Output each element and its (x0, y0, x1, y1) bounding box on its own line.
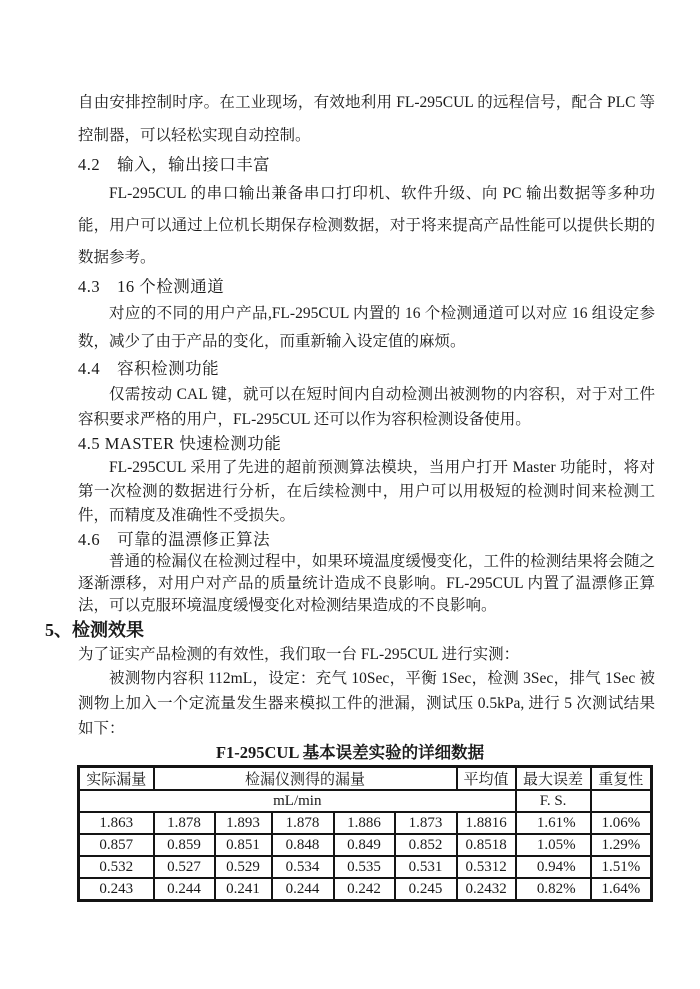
paragraph-4-4: 仅需按动 CAL 键，就可以在短时间内自动检测出被测物的内容积，对于对工件容积要求严格的用户，FL-295CUL 还可以作为容积检测设备使用。 (78, 386, 655, 428)
cell: 0.242 (334, 878, 395, 901)
fs-cell: F. S. (516, 790, 591, 812)
table-header-row (79, 767, 652, 791)
section-heading-4-4: 4.4 容积检测功能 (78, 359, 220, 378)
cell: 0.857 (79, 834, 154, 856)
header-average: 平均值 (457, 767, 516, 791)
cell: 1.893 (215, 812, 272, 834)
cell: 0.243 (79, 878, 154, 901)
cell: 0.244 (272, 878, 334, 901)
empty-cell (591, 790, 652, 812)
cell: 1.29% (591, 834, 652, 856)
cell: 1.873 (395, 812, 457, 834)
cell: 0.851 (215, 834, 272, 856)
chapter-heading-5: 5、检测效果 (45, 620, 144, 640)
table-row (79, 834, 652, 856)
paragraph-4-2: FL-295CUL 的串口输出兼备串口打印机、软件升级、向 PC 输出数据等多种功能，用户可以通过上位机长期保存检测数据，对于将来提高产品性能可以提供长期的数据参考。 (78, 185, 655, 266)
paragraph-4-5: FL-295CUL 采用了先进的超前预测算法模块，当用户打开 Master 功能时，将对第一次检测的数据进行分析，在后续检测中，用户可以用极短的检测时间来检测工件，而精度及准确性不受损失。 (78, 459, 655, 524)
paragraph-5-setup: 被测物内容积 112mL，设定：充气 10Sec，平衡 1Sec，检测 3Sec，排气 1Sec 被测物上加入一个定流量发生器来模拟工件的泄漏，测试压 0.5kPa, 进行 5 次测试结果如下： (78, 670, 655, 737)
cell: 0.8518 (457, 834, 516, 856)
table-title: F1-295CUL 基本误差实验的详细数据 (215, 743, 485, 762)
paragraph-5-intro: 为了证实产品检测的有效性，我们取一台 FL-295CUL 进行实测： (78, 646, 520, 663)
cell: 1.886 (334, 812, 395, 834)
cell: 0.852 (395, 834, 457, 856)
cell: 0.532 (79, 856, 154, 878)
cell: 0.849 (334, 834, 395, 856)
paragraph-4-6: 普通的检漏仪在检测过程中，如果环境温度缓慢变化，工件的检测结果将会随之逐渐漂移，对用户对产品的质量统计造成不良影响。FL-295CUL 内置了温漂修正算法，可以克服环境温度缓慢变化对检测结果造成的不良影响。 (78, 553, 655, 614)
paragraph-4-3: 对应的不同的用户产品,FL-295CUL 内置的 16 个检测通道可以对应 16 组设定参数，减少了由于产品的变化，而重新输入设定值的麻烦。 (78, 305, 655, 350)
cell: 0.535 (334, 856, 395, 878)
cell: 0.2432 (457, 878, 516, 901)
header-measured-leak: 检漏仪测得的漏量 (154, 767, 457, 791)
table-row (79, 856, 652, 878)
cell: 0.244 (154, 878, 215, 901)
cell: 0.848 (272, 834, 334, 856)
cell: 1.863 (79, 812, 154, 834)
section-heading-4-3: 4.3 16 个检测通道 (78, 277, 225, 296)
cell: 0.531 (395, 856, 457, 878)
cell: 0.529 (215, 856, 272, 878)
cell: 1.61% (516, 812, 591, 834)
unit-cell: mL/min (79, 790, 516, 812)
header-actual-leak: 实际漏量 (79, 767, 154, 791)
cell: 1.8816 (457, 812, 516, 834)
table-row (79, 812, 652, 834)
cell: 0.241 (215, 878, 272, 901)
cell: 1.06% (591, 812, 652, 834)
cell: 0.859 (154, 834, 215, 856)
cell: 1.51% (591, 856, 652, 878)
cell: 1.05% (516, 834, 591, 856)
cell: 0.527 (154, 856, 215, 878)
cell: 0.245 (395, 878, 457, 901)
cell: 0.82% (516, 878, 591, 901)
error-data-table (77, 765, 653, 902)
cell: 1.878 (272, 812, 334, 834)
cell: 1.64% (591, 878, 652, 901)
section-heading-4-5: 4.5 MASTER 快速检测功能 (78, 434, 282, 453)
table-row (79, 878, 652, 901)
section-heading-4-2: 4.2 输入，输出接口丰富 (78, 155, 271, 174)
cell: 0.5312 (457, 856, 516, 878)
section-heading-4-6: 4.6 可靠的温漂修正算法 (78, 530, 271, 549)
cell: 1.878 (154, 812, 215, 834)
table-unit-row (79, 790, 652, 812)
cell: 0.534 (272, 856, 334, 878)
cell: 0.94% (516, 856, 591, 878)
paragraph-intro: 自由安排控制时序。在工业现场，有效地利用 FL-295CUL 的远程信号，配合 PLC 等控制器，可以轻松实现自动控制。 (78, 94, 655, 144)
header-max-error: 最大误差 (516, 767, 591, 791)
header-repeatability: 重复性 (591, 767, 652, 791)
